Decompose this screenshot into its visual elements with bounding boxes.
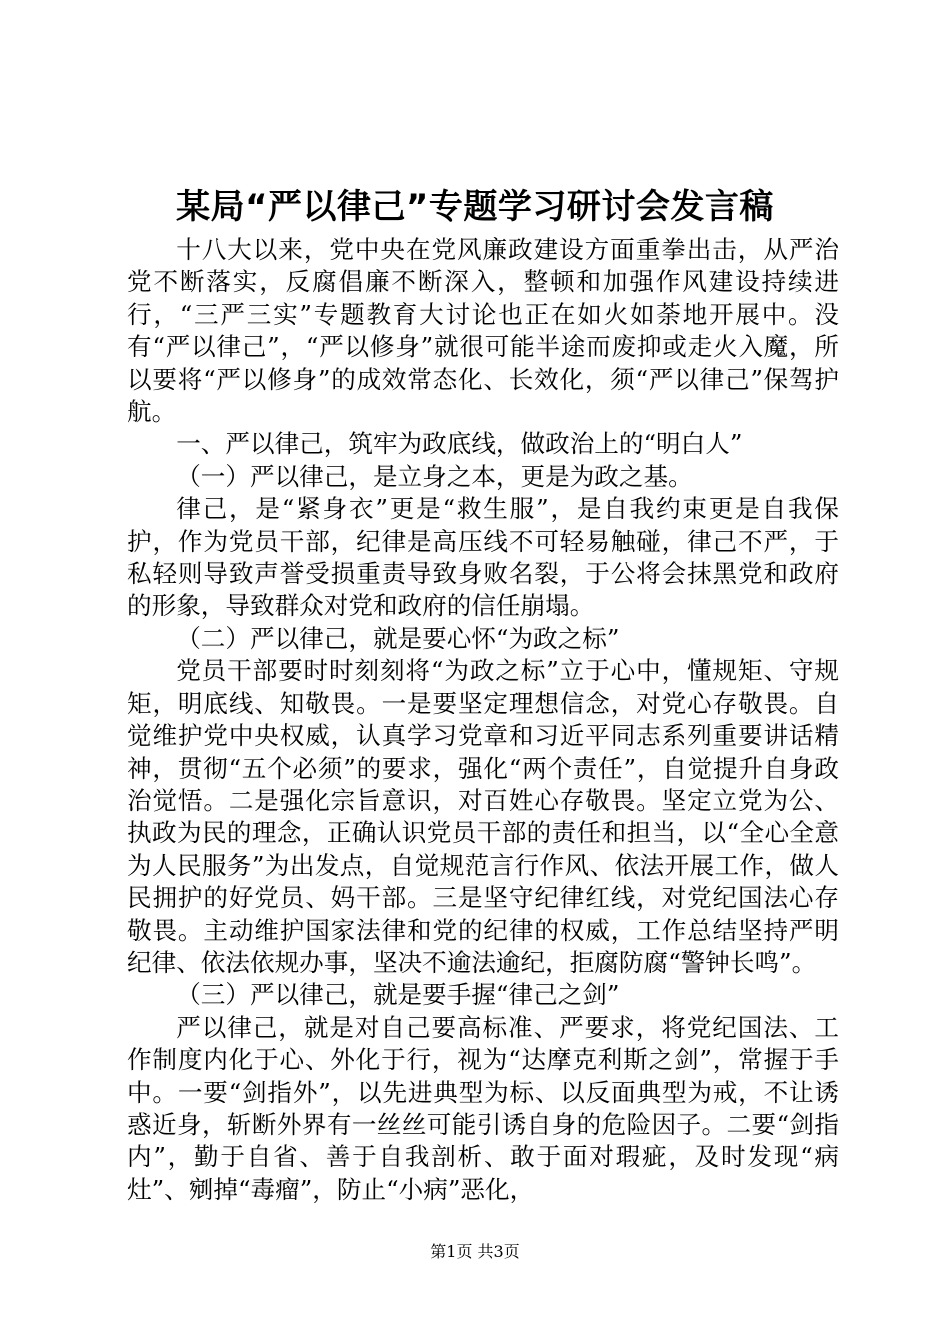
subsection-heading-1: （一）严以律己，是立身之本，更是为政之基。	[176, 461, 693, 491]
page-number-footer: 第1页 共3页	[430, 1242, 520, 1261]
body-paragraph-3: 严以律己，就是对自己要高标准、严要求，将党纪国法、工作制度内化于心、外化于行，视为“达摩克利斯之剑”，常握于手中。一要“剑指外”，以先进典型为标、以反面典型为戒，不让诱惑近身，斩断外界有一丝丝可能引诱自身的危险因子。二要“剑指内”，勤于自省、善于自我剖析、敢于面对瑕疵，及时发现“病灶”、剜掉“毒瘤”，防止“小病”恶化，	[127, 1012, 839, 1204]
subsection-heading-2: （二）严以律己，就是要心怀“为政之标”	[176, 623, 620, 653]
body-paragraph-1: 律己，是“紧身衣”更是“救生服”，是自我约束更是自我保护，作为党员干部，纪律是高压线不可轻易触碰，律己不严，于私轻则导致声誉受损重责导致身败名裂，于公将会抹黑党和政府的形象，导致群众对党和政府的信任崩塌。	[127, 494, 839, 621]
body-paragraph-2: 党员干部要时时刻刻将“为政之标”立于心中，懂规矩、守规矩，明底线、知敬畏。一是要坚定理想信念，对党心存敬畏。自觉维护党中央权威，认真学习党章和习近平同志系列重要讲话精神，贯彻“五个必须”的要求，强化“两个责任”，自觉提升自身政治觉悟。二是强化宗旨意识，对百姓心存敬畏。坚定立党为公、执政为民的理念，正确认识党员干部的责任和担当，以“全心全意为人民服务”为出发点，自觉规范言行作风、依法开展工作，做人民拥护的好党员、妈干部。三是坚守纪律红线，对党纪国法心存敬畏。主动维护国家法律和党的纪律的权威，工作总结坚持严明纪律、依法依规办事，坚决不逾法逾纪，拒腐防腐“警钟长鸣”。	[127, 656, 839, 977]
document-title: 某局“严以律己”专题学习研讨会发言稿	[176, 187, 774, 227]
section-heading-1: 一、严以律己，筑牢为政底线，做政治上的“明白人”	[176, 429, 743, 459]
document-body	[127, 234, 839, 1206]
subsection-heading-3: （三）严以律己，就是要手握“律己之剑”	[176, 980, 620, 1010]
intro-paragraph: 十八大以来，党中央在党风廉政建设方面重拳出击，从严治党不断落实，反腐倡廉不断深入，整顿和加强作风建设持续进行，“三严三实”专题教育大讨论也正在如火如荼地开展中。没有“严以律己”，“严以修身”就很可能半途而废抑或走火入魔，所以要将“严以修身”的成效常态化、长效化，须“严以律己”保驾护航。	[127, 235, 839, 427]
